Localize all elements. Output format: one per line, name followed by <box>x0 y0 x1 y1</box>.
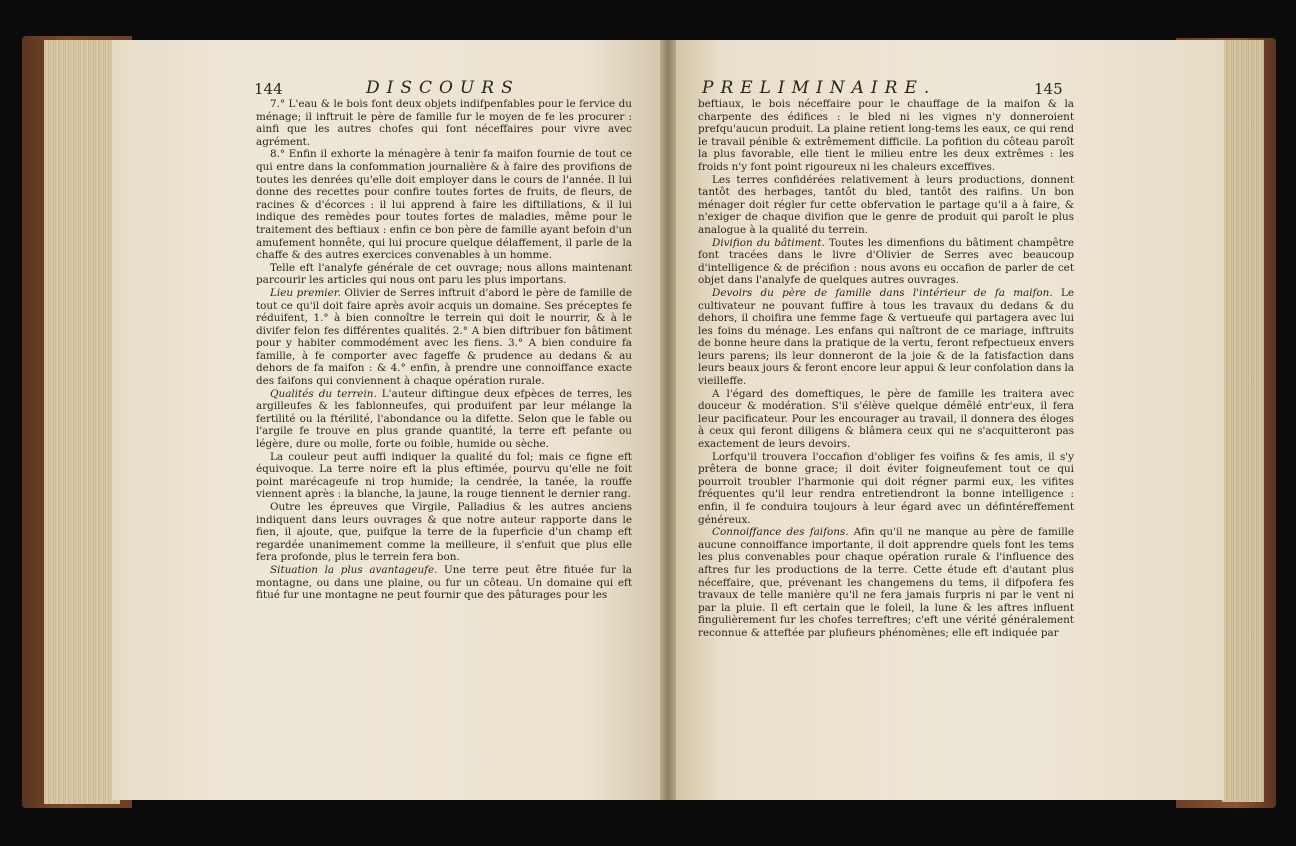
paragraph <box>256 98 632 148</box>
paragraph-text: A l'égard des domeftiques, le père de famille les traitera avec douceur & modération. S'il s'élève quelque démêlé entr'eux, il fera leur pacificateur. Pour les encourager au travail, il donnera des éloges à ceux qui feront diligens & blâmera ceux qui ne s'acquitteront pas exactement de leurs devoirs. <box>698 387 1074 451</box>
paragraph <box>256 148 632 261</box>
section-heading: Divifion du bâtiment. <box>712 236 825 249</box>
page-number: 145 <box>1034 80 1063 98</box>
paragraph <box>698 98 1074 174</box>
paragraph-text: Lorfqu'il trouvera l'occafion d'obliger fes voifins & fes amis, il s'y prêtera de bonne grace; il doit éviter foigneufement tout ce qui pourroit troubler l'harmonie qui doit régner parmi eux, les vifites fréquentes qu'il leur rendra entretiendront la bonne intelligence : enfin, il fe conduira toujours à leur égard avec un défintéreffement généreux. <box>698 450 1074 526</box>
paragraph-text: La couleur peut auffi indiquer la qualité du fol; mais ce figne eft équivoque. La terre noire eft la plus eftimée, pourvu qu'elle ne foit point marécageufe ni trop humide; la cendrée, la tanée, la rouffe viennent après : la blanche, la jaune, la rouge tiennent le dernier rang. <box>256 450 632 501</box>
paragraph-text: Une terre peut être fituée fur la montagne, ou dans une plaine, ou fur un côteau. Un domaine qui eft fitué fur une montagne ne peut fournir que des pâturages pour les <box>256 563 632 602</box>
paragraph-text: L'auteur diftingue deux efpèces de terres, les argilleufes & les fablonneufes, qui produifent par leur mélange la fertilité ou la ftérilité, l'abondance ou la difette. Selon que le fable ou l'argile fe trouve en plus grande quantité, la terre eft pefante ou légère, dure ou molle, forte ou foible, humide ou sèche. <box>256 387 632 451</box>
paragraph <box>698 451 1074 527</box>
body-text <box>256 98 632 602</box>
section-heading: Connoiffance des faifons. <box>712 526 849 539</box>
paragraph-text: beftiaux, le bois néceffaire pour le chauffage de la maifon & la charpente des édifices : le bled ni les vignes n'y donneroient prefqu'aucun produit. La plaine retient long-tems les eaux, ce qui rend le travail pénible & extrêmement difficile. La pofition du côteau paroît la plus favorable, elle tient le milieu entre les deux extrêmes : les froids n'y font point rigoureux ni les chaleurs exceffives. <box>698 98 1074 173</box>
section-heading: Devoirs du père de famille dans l'intérieur de fa maifon. <box>712 286 1053 299</box>
section-heading: Situation la plus avantageufe. <box>270 563 438 576</box>
paragraph-text: 7.° L'eau & le bois font deux objets indifpenfables pour le fervice du ménage; il inftruit le père de famille fur le moyen de fe les procurer : ainfi que les autres chofes qui font néceffaires pour vivre avec agrément. <box>256 98 632 148</box>
paragraph <box>256 262 632 287</box>
page-edges-right <box>1222 40 1264 802</box>
paragraph-text: Olivier de Serres inftruit d'abord le père de famille de tout ce qu'il doit faire après avoir acquis un domaine. Ses préceptes fe réduifent, 1.° à bien connoître le terrein qui doit le nourrir, & à le divifer felon fes différentes qualités. 2.° A bien diftribuer fon bâtiment pour y habiter commodément avec les fiens. 3.° A bien conduire fa famille, à fe comporter avec fageffe & prudence au dedans & au dehors de fa maifon : & 4.° enfin, à prendre une connoiffance exacte des faifons qui conviennent à chaque opération rurale. <box>256 286 632 388</box>
page-edges-left <box>44 40 120 804</box>
paragraph <box>698 388 1074 451</box>
book-gutter <box>660 40 676 800</box>
paragraph <box>698 174 1074 237</box>
paragraph-text: Telle eft l'analyfe générale de cet ouvrage; nous allons maintenant parcourir les articles qui nous ont paru les plus importans. <box>256 261 632 287</box>
paragraph-text: Les terres confidérées relativement à leurs productions, donnent tantôt des herbages, tantôt du bled, tantôt des raifins. Un bon ménager doit régler fur cette obfervation le partage qu'il a à faire, & n'exiger de chaque divifion que le genre de produit qui paroît le plus analogue à la qualité du terrein. <box>698 173 1074 236</box>
paragraph-text: 8.° Enfin il exhorte la ménagère à tenir fa maifon fournie de tout ce qui entre dans la confommation journalière & à faire des provifions de toutes les denrées qu'elle doit employer dans le cours de l'année. Il lui donne des recettes pour confire toutes fortes de fruits, de fleurs, de racines & d'écorces : il lui apprend à faire les diftillations, & il lui indique des remèdes pour toutes fortes de maladies, même pour le traitement des beftiaux : enfin ce bon père de famille ayant befoin d'un amufement honnête, qui lui procure quelque délaffement, il parle de la chaffe & des autres exercices convenables à un homme. <box>256 148 632 262</box>
paragraph <box>698 526 1074 639</box>
paragraph-text: Le cultivateur ne pouvant fuffire à tous les travaux du dedans & du dehors, il choifira une femme fage & vertueufe qui partagera avec lui les foins du ménage. Les enfans qui naîtront de ce mariage, inftruits de bonne heure dans la pratique de la vertu, feront refpectueux envers leurs parens; ils leur donneront de la joie & de la fatisfaction dans leurs beaux jours & feront encore leur appui & leur confolation dans la vieilleffe. <box>698 286 1074 388</box>
paragraph <box>256 501 632 564</box>
paragraph <box>256 287 632 388</box>
body-text <box>698 98 1074 640</box>
paragraph <box>256 451 632 501</box>
running-head: DISCOURS <box>366 78 520 98</box>
left-page <box>112 40 672 800</box>
section-heading: Lieu premier. <box>270 286 341 299</box>
paragraph <box>698 237 1074 287</box>
section-heading: Qualités du terrein. <box>270 387 377 400</box>
page-number: 144 <box>254 80 283 98</box>
paragraph-text: Toutes les dimenfions du bâtiment champêtre font tracées dans le livre d'Olivier de Serres avec beaucoup d'intelligence & de précifion : nous avons eu occafion de parler de cet objet dans l'analyfe de quelques autres ouvrages. <box>698 236 1074 287</box>
paragraph <box>698 287 1074 388</box>
running-head: PRELIMINAIRE. <box>702 78 937 98</box>
paragraph-text: Outre les épreuves que Virgile, Palladius & les autres anciens indiquent dans leurs ouvrages & que notre auteur rapporte dans le fien, il ajoute, que, puifque la terre de la fuperficie d'un champ eft regardée unanimement comme la meilleure, il s'enfuit que plus elle fera profonde, plus le terrein fera bon. <box>256 501 632 564</box>
paragraph-text: Afin qu'il ne manque au père de famille aucune connoiffance importante, il doit apprendre quels font les tems les plus convenables pour chaque opération rurale & l'influence des aftres fur les productions de la terre. Cette étude eft d'autant plus néceffaire, que, prévenant les changemens du tems, il difpofera fes travaux de telle manière qu'il ne fera jamais furpris ni par le vent ni par la pluie. Il eft certain que le foleil, la lune & les aftres influent fingulièrement fur les chofes terreftres; c'eft une vérité généralement reconnue & atteftée par plufieurs phénomènes; elle eft indiquée par <box>698 526 1075 639</box>
paragraph <box>256 388 632 451</box>
right-page <box>666 40 1224 800</box>
paragraph <box>256 564 632 602</box>
